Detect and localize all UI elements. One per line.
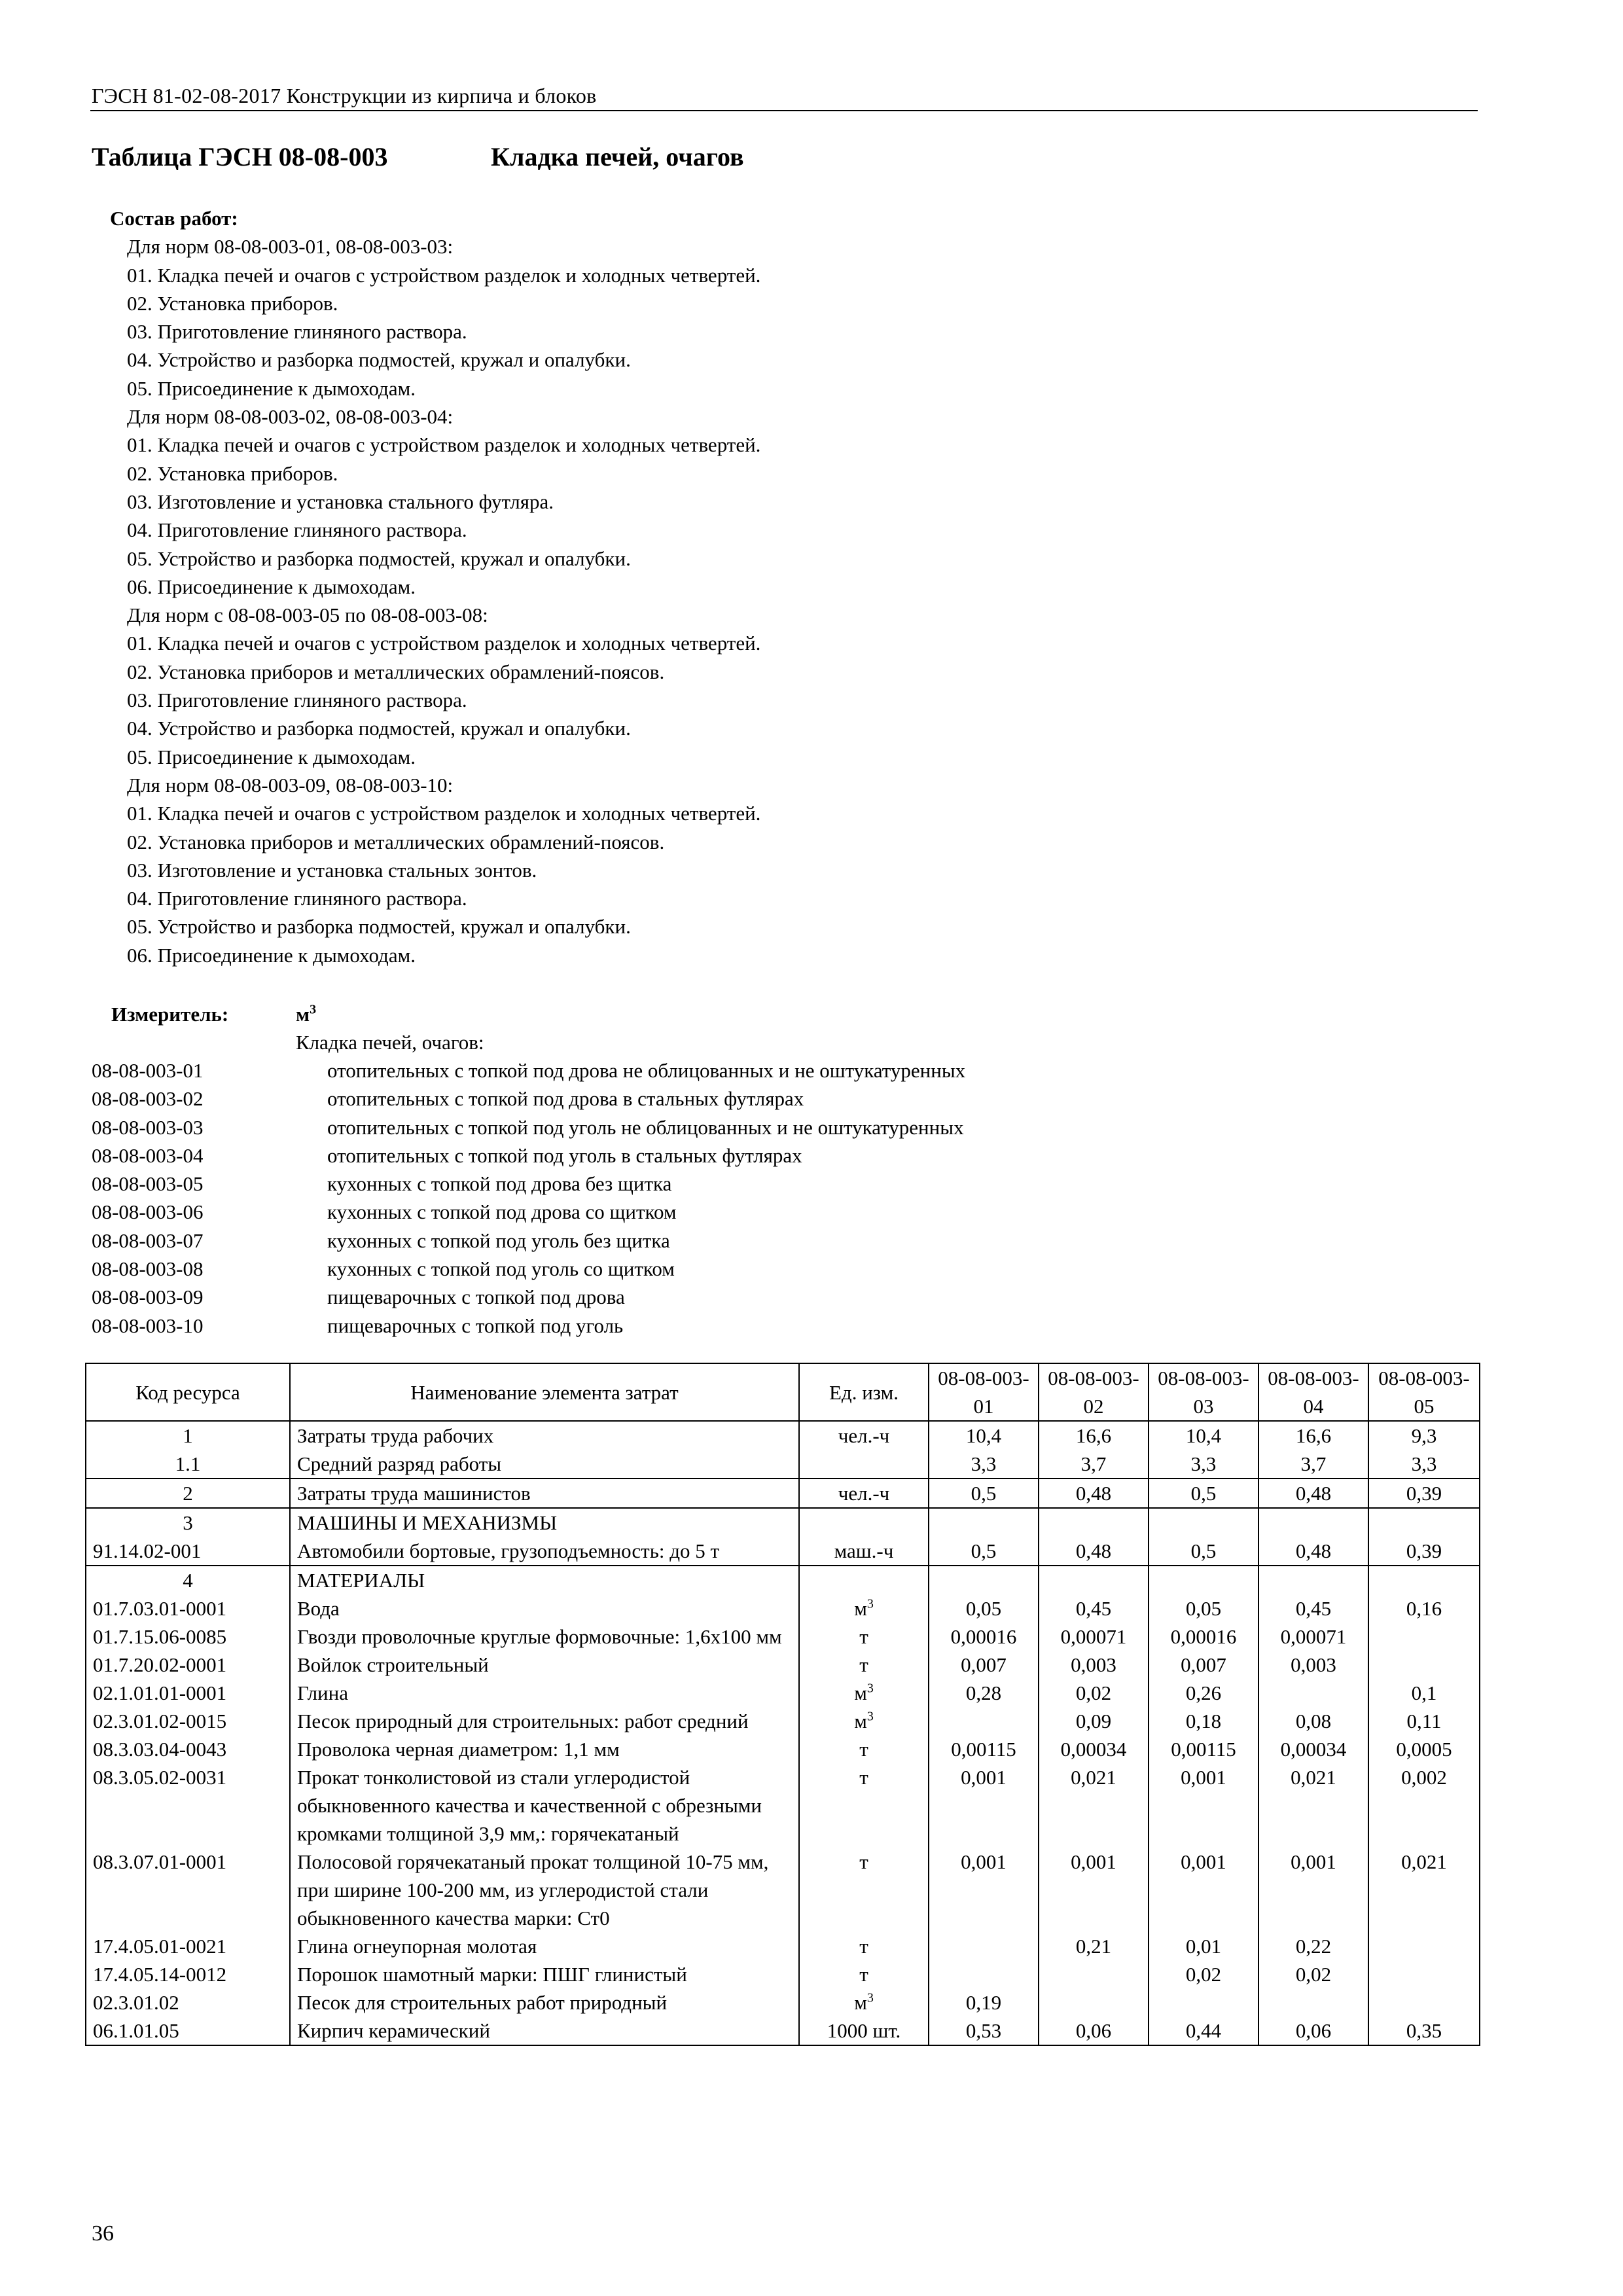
norm-value xyxy=(1368,1508,1480,1537)
resource-unit xyxy=(799,1763,929,1848)
norm-value: 3,7 xyxy=(1258,1450,1368,1479)
resource-code: 3 xyxy=(86,1508,290,1537)
norm-value xyxy=(1368,1566,1480,1594)
works-item: 01. Кладка печей и очагов с устройством разделок и холодных четвертей. xyxy=(127,263,761,287)
norm-value xyxy=(1039,1508,1149,1537)
resource-name: Войлок строительный xyxy=(290,1651,799,1679)
unit-text: т xyxy=(859,1935,868,1958)
resource-code: 17.4.05.14-0012 xyxy=(86,1960,290,1988)
unit-exponent: 3 xyxy=(866,1681,874,1696)
norm-value: 3,3 xyxy=(929,1450,1039,1479)
works-composition xyxy=(110,204,760,969)
norm-value xyxy=(929,1566,1039,1594)
works-item: 05. Устройство и разборка подмостей, кружал и опалубки. xyxy=(127,915,631,939)
resource-name: Гвозди проволочные круглые формовочные: 1,6х100 мм xyxy=(290,1623,799,1651)
works-item: 03. Изготовление и установка стального футляра. xyxy=(127,490,554,513)
norm-value: 0,001 xyxy=(1149,1848,1258,1932)
table-row xyxy=(86,1932,1480,1960)
resource-code: 02.3.01.02-0015 xyxy=(86,1707,290,1735)
resource-unit xyxy=(799,1450,929,1479)
norm-code: 08-08-003-05 xyxy=(92,1172,204,1196)
header-norm: 08-08-003-01 xyxy=(929,1363,1039,1421)
resource-code: 08.3.05.02-0031 xyxy=(86,1763,290,1848)
norm-value: 0,05 xyxy=(1149,1594,1258,1623)
unit-text: т xyxy=(859,1963,868,1986)
norm-value: 0,00016 xyxy=(929,1623,1039,1651)
norm-desc: отопительных с топкой под уголь не облицованных и не оштукатуренных xyxy=(327,1115,964,1139)
norm-value: 0,08 xyxy=(1258,1707,1368,1735)
resource-code: 4 xyxy=(86,1566,290,1594)
norm-code: 08-08-003-06 xyxy=(92,1200,204,1224)
norm-value: 0,01 xyxy=(1149,1932,1258,1960)
table-row xyxy=(86,1735,1480,1763)
norm-value: 0,45 xyxy=(1039,1594,1149,1623)
works-item: 01. Кладка печей и очагов с устройством разделок и холодных четвертей. xyxy=(127,632,761,655)
norm-value: 0,00016 xyxy=(1149,1623,1258,1651)
resource-name: Средний разряд работы xyxy=(290,1450,799,1479)
header-unit: Ед. изм. xyxy=(799,1363,929,1421)
norm-value: 0,003 xyxy=(1039,1651,1149,1679)
resource-unit xyxy=(799,2017,929,2045)
meter-label: Измеритель: xyxy=(111,1003,229,1026)
norm-value: 3,3 xyxy=(1149,1450,1258,1479)
norm-code: 08-08-003-08 xyxy=(92,1257,204,1281)
norm-value xyxy=(1368,1651,1480,1679)
meter-intro: Кладка печей, очагов: xyxy=(296,1031,484,1054)
norm-value: 0,48 xyxy=(1258,1537,1368,1566)
norm-desc: кухонных с топкой под дрова без щитка xyxy=(327,1172,672,1196)
resource-unit xyxy=(799,1651,929,1679)
norm-value: 0,007 xyxy=(929,1651,1039,1679)
norm-value: 0,5 xyxy=(1149,1479,1258,1508)
norm-value: 0,00115 xyxy=(929,1735,1039,1763)
page-number: 36 xyxy=(92,2221,114,2246)
resource-unit xyxy=(799,1988,929,2017)
norm-value: 9,3 xyxy=(1368,1421,1480,1450)
norm-value xyxy=(1368,1932,1480,1960)
norm-value: 16,6 xyxy=(1258,1421,1368,1450)
norm-value: 0,02 xyxy=(1149,1960,1258,1988)
resource-unit xyxy=(799,1537,929,1566)
norm-value: 0,021 xyxy=(1258,1763,1368,1848)
norm-value: 0,05 xyxy=(929,1594,1039,1623)
norm-value: 0,001 xyxy=(929,1763,1039,1848)
norm-value xyxy=(1258,1566,1368,1594)
resource-unit xyxy=(799,1479,929,1508)
resource-code: 02.1.01.01-0001 xyxy=(86,1679,290,1707)
header-norm: 08-08-003-05 xyxy=(1368,1363,1480,1421)
resource-name: Проволока черная диаметром: 1,1 мм xyxy=(290,1735,799,1763)
norm-value xyxy=(1258,1988,1368,2017)
works-group-title: Для норм с 08-08-003-05 по 08-08-003-08: xyxy=(127,603,488,627)
resource-unit xyxy=(799,1960,929,1988)
unit-exponent: 3 xyxy=(866,1596,874,1611)
works-group-title: Для норм 08-08-003-01, 08-08-003-03: xyxy=(127,235,454,259)
norm-code: 08-08-003-09 xyxy=(92,1285,204,1309)
works-item: 01. Кладка печей и очагов с устройством разделок и холодных четвертей. xyxy=(127,802,761,825)
unit-text: м xyxy=(854,1991,867,2014)
norm-value: 0,22 xyxy=(1258,1932,1368,1960)
norm-desc: кухонных с топкой под уголь со щитком xyxy=(327,1257,675,1281)
norm-value: 0,44 xyxy=(1149,2017,1258,2045)
resource-name: Порошок шамотный марки: ПШГ глинистый xyxy=(290,1960,799,1988)
resource-unit xyxy=(799,1848,929,1932)
works-item: 04. Устройство и разборка подмостей, кружал и опалубки. xyxy=(127,348,631,372)
norm-value xyxy=(1039,1566,1149,1594)
works-item: 03. Приготовление глиняного раствора. xyxy=(127,320,467,344)
norm-desc: отопительных с топкой под дрова не облицованных и не оштукатуренных xyxy=(327,1059,966,1082)
norm-value: 0,18 xyxy=(1149,1707,1258,1735)
works-item: 05. Устройство и разборка подмостей, кружал и опалубки. xyxy=(127,547,631,570)
works-item: 05. Присоединение к дымоходам. xyxy=(127,745,416,768)
unit-text: т xyxy=(859,1625,868,1648)
resource-code: 01.7.03.01-0001 xyxy=(86,1594,290,1623)
norm-value: 0,39 xyxy=(1368,1537,1480,1566)
resource-unit xyxy=(799,1707,929,1735)
header-norm: 08-08-003-04 xyxy=(1258,1363,1368,1421)
unit-exponent: 3 xyxy=(866,1990,874,2005)
table-row xyxy=(86,1537,1480,1566)
norm-value: 0,26 xyxy=(1149,1679,1258,1707)
norm-value: 0,001 xyxy=(1039,1848,1149,1932)
works-group-title: Для норм 08-08-003-09, 08-08-003-10: xyxy=(127,773,454,797)
norm-value: 0,1 xyxy=(1368,1679,1480,1707)
table-row xyxy=(86,1594,1480,1623)
norm-value: 0,0005 xyxy=(1368,1735,1480,1763)
norm-value xyxy=(929,1707,1039,1735)
norm-value: 0,48 xyxy=(1039,1479,1149,1508)
norm-desc: пищеварочных с топкой под уголь xyxy=(327,1314,624,1337)
meter-unit: $м^3$ xyxy=(296,1002,317,1026)
unit-text: маш.-ч xyxy=(834,1539,894,1562)
norm-code: 08-08-003-07 xyxy=(92,1229,204,1252)
table-header-row xyxy=(86,1363,1480,1421)
norm-value: 0,001 xyxy=(1258,1848,1368,1932)
norm-value: 16,6 xyxy=(1039,1421,1149,1450)
works-item: 02. Установка приборов. xyxy=(127,461,338,485)
header-code: Код ресурса xyxy=(86,1363,290,1421)
norm-value: 0,00034 xyxy=(1258,1735,1368,1763)
norm-value: 0,002 xyxy=(1368,1763,1480,1848)
resource-code: 1.1 xyxy=(86,1450,290,1479)
works-item: 06. Присоединение к дымоходам. xyxy=(127,575,416,598)
table-row xyxy=(86,1508,1480,1537)
resource-unit xyxy=(799,1508,929,1537)
norm-value: 0,19 xyxy=(929,1988,1039,2017)
norm-value xyxy=(1039,1988,1149,2017)
table-row xyxy=(86,1679,1480,1707)
resource-name: Вода xyxy=(290,1594,799,1623)
table-row xyxy=(86,1960,1480,1988)
table-row xyxy=(86,1623,1480,1651)
norm-value: 10,4 xyxy=(1149,1421,1258,1450)
table-row xyxy=(86,1566,1480,1594)
norm-value xyxy=(929,1960,1039,1988)
norm-value: 0,48 xyxy=(1258,1479,1368,1508)
resource-name: МАТЕРИАЛЫ xyxy=(290,1566,799,1594)
works-item: 04. Приготовление глиняного раствора. xyxy=(127,518,467,542)
resource-name: Прокат тонколистовой из стали углеродистой обыкновенного качества и качественной с обрезными кромками толщиной 3,9 мм,: горячекатаный xyxy=(290,1763,799,1848)
unit-text: т xyxy=(859,1653,868,1676)
header-rule xyxy=(90,110,1478,111)
resource-name: Глина xyxy=(290,1679,799,1707)
norm-value: 0,02 xyxy=(1258,1960,1368,1988)
norm-value: 0,28 xyxy=(929,1679,1039,1707)
table-number: Таблица ГЭСН 08-08-003 xyxy=(92,142,388,171)
resource-code: 17.4.05.01-0021 xyxy=(86,1932,290,1960)
norm-code: 08-08-003-10 xyxy=(92,1314,204,1337)
norm-value: 0,021 xyxy=(1368,1848,1480,1932)
resource-unit xyxy=(799,1932,929,1960)
works-item: 06. Присоединение к дымоходам. xyxy=(127,943,416,967)
works-group-title: Для норм 08-08-003-02, 08-08-003-04: xyxy=(127,405,454,429)
works-item: 02. Установка приборов и металлических обрамлений-поясов. xyxy=(127,830,665,853)
unit-text: 1000 шт. xyxy=(827,2019,901,2042)
norm-desc: кухонных с топкой под уголь без щитка xyxy=(327,1229,670,1252)
unit-text: м xyxy=(854,1597,867,1620)
norm-value: 0,021 xyxy=(1039,1763,1149,1848)
norm-desc: отопительных с топкой под уголь в стальных футлярах xyxy=(327,1143,802,1167)
norm-value: 0,06 xyxy=(1039,2017,1149,2045)
norm-value: 3,7 xyxy=(1039,1450,1149,1479)
resource-code: 02.3.01.02 xyxy=(86,1988,290,2017)
norm-value: 0,35 xyxy=(1368,2017,1480,2045)
table-row xyxy=(86,1421,1480,1450)
norm-value xyxy=(1039,1960,1149,1988)
table-row xyxy=(86,1651,1480,1679)
header-norm: 08-08-003-02 xyxy=(1039,1363,1149,1421)
table-row xyxy=(86,1707,1480,1735)
norm-desc: пищеварочных с топкой под дрова xyxy=(327,1285,625,1309)
norm-code: 08-08-003-02 xyxy=(92,1087,204,1111)
resource-name: Песок для строительных работ природный xyxy=(290,1988,799,2017)
norm-value: 3,3 xyxy=(1368,1450,1480,1479)
resource-name: Автомобили бортовые, грузоподъемность: до 5 т xyxy=(290,1537,799,1566)
table-row xyxy=(86,1763,1480,1848)
norm-value: 0,5 xyxy=(1149,1537,1258,1566)
unit-text: т xyxy=(859,1738,868,1761)
table-row xyxy=(86,1988,1480,2017)
table-row xyxy=(86,1848,1480,1932)
norm-value: 0,00071 xyxy=(1039,1623,1149,1651)
resource-code: 01.7.15.06-0085 xyxy=(86,1623,290,1651)
resource-name: МАШИНЫ И МЕХАНИЗМЫ xyxy=(290,1508,799,1537)
works-item: 01. Кладка печей и очагов с устройством разделок и холодных четвертей. xyxy=(127,433,761,457)
norm-value: 0,21 xyxy=(1039,1932,1149,1960)
norm-value: 0,16 xyxy=(1368,1594,1480,1623)
norm-value: 0,003 xyxy=(1258,1651,1368,1679)
unit-exponent: 3 xyxy=(866,1709,874,1724)
norm-value: 0,09 xyxy=(1039,1707,1149,1735)
resource-name: Кирпич керамический xyxy=(290,2017,799,2045)
unit-text: т xyxy=(859,1766,868,1789)
unit-text: м xyxy=(854,1681,867,1704)
norm-desc: кухонных с топкой под дрова со щитком xyxy=(327,1200,677,1224)
norm-value: 0,02 xyxy=(1039,1679,1149,1707)
norm-value: 0,001 xyxy=(1149,1763,1258,1848)
norm-value: 0,06 xyxy=(1258,2017,1368,2045)
resource-code: 08.3.03.04-0043 xyxy=(86,1735,290,1763)
norm-code: 08-08-003-03 xyxy=(92,1115,204,1139)
resource-code: 91.14.02-001 xyxy=(86,1537,290,1566)
norm-value xyxy=(1368,1988,1480,2017)
unit-text: т xyxy=(859,1850,868,1873)
norm-value: 0,00115 xyxy=(1149,1735,1258,1763)
resource-unit xyxy=(799,1623,929,1651)
unit-text: чел.-ч xyxy=(838,1482,890,1505)
norm-value: 0,53 xyxy=(929,2017,1039,2045)
norm-value: 0,45 xyxy=(1258,1594,1368,1623)
norm-value: 10,4 xyxy=(929,1421,1039,1450)
norm-value: 0,001 xyxy=(929,1848,1039,1932)
resource-name: Затраты труда машинистов xyxy=(290,1479,799,1508)
resource-code: 08.3.07.01-0001 xyxy=(86,1848,290,1932)
works-item: 03. Изготовление и установка стальных зонтов. xyxy=(127,858,537,882)
norm-value: 0,00071 xyxy=(1258,1623,1368,1651)
header-norm: 08-08-003-03 xyxy=(1149,1363,1258,1421)
resource-table xyxy=(85,1363,1480,2046)
norm-value xyxy=(1368,1960,1480,1988)
header-name: Наименование элемента затрат xyxy=(290,1363,799,1421)
running-header: ГЭСН 81-02-08-2017 Конструкции из кирпича и блоков xyxy=(92,84,597,107)
norm-value xyxy=(1258,1508,1368,1537)
norm-value xyxy=(929,1508,1039,1537)
table-row xyxy=(86,1450,1480,1479)
resource-unit xyxy=(799,1594,929,1623)
works-item: 05. Присоединение к дымоходам. xyxy=(127,376,416,400)
norm-value xyxy=(1149,1508,1258,1537)
norm-value: 0,39 xyxy=(1368,1479,1480,1508)
norm-value: 0,5 xyxy=(929,1537,1039,1566)
resource-unit xyxy=(799,1421,929,1450)
resource-name: Глина огнеупорная молотая xyxy=(290,1932,799,1960)
works-item: 02. Установка приборов. xyxy=(127,291,338,315)
resource-code: 1 xyxy=(86,1421,290,1450)
norm-value: 0,007 xyxy=(1149,1651,1258,1679)
norm-code: 08-08-003-04 xyxy=(92,1143,204,1167)
resource-code: 01.7.20.02-0001 xyxy=(86,1651,290,1679)
norm-desc: отопительных с топкой под дрова в стальных футлярах xyxy=(327,1087,804,1111)
resource-unit xyxy=(799,1679,929,1707)
resource-unit xyxy=(799,1566,929,1594)
norm-value xyxy=(1149,1566,1258,1594)
norm-value: 0,11 xyxy=(1368,1707,1480,1735)
resource-name: Полосовой горячекатаный прокат толщиной 10-75 мм, при ширине 100-200 мм, из углеродистой стали обыкновенного качества марки: Ст0 xyxy=(290,1848,799,1932)
works-item: 02. Установка приборов и металлических обрамлений-поясов. xyxy=(127,660,665,683)
works-item: 03. Приготовление глиняного раствора. xyxy=(127,689,467,712)
unit-text: м xyxy=(854,1710,867,1732)
works-item: 04. Устройство и разборка подмостей, кружал и опалубки. xyxy=(127,717,631,740)
resource-unit xyxy=(799,1735,929,1763)
table-title xyxy=(92,141,744,172)
norm-value: 0,48 xyxy=(1039,1537,1149,1566)
resource-code: 2 xyxy=(86,1479,290,1508)
norm-code: 08-08-003-01 xyxy=(92,1059,204,1082)
resource-name: Затраты труда рабочих xyxy=(290,1421,799,1450)
norm-value xyxy=(1149,1988,1258,2017)
table-row xyxy=(86,1479,1480,1508)
table-name: Кладка печей, очагов xyxy=(491,142,744,171)
norm-value: 0,5 xyxy=(929,1479,1039,1508)
table-row xyxy=(86,2017,1480,2045)
resource-code: 06.1.01.05 xyxy=(86,2017,290,2045)
works-heading: Состав работ: xyxy=(110,207,238,230)
norm-value xyxy=(1258,1679,1368,1707)
unit-text: чел.-ч xyxy=(838,1424,890,1447)
works-item: 04. Приготовление глиняного раствора. xyxy=(127,887,467,910)
norm-value xyxy=(1368,1623,1480,1651)
resource-name: Песок природный для строительных: работ средний xyxy=(290,1707,799,1735)
norm-value: 0,00034 xyxy=(1039,1735,1149,1763)
norm-value xyxy=(929,1932,1039,1960)
